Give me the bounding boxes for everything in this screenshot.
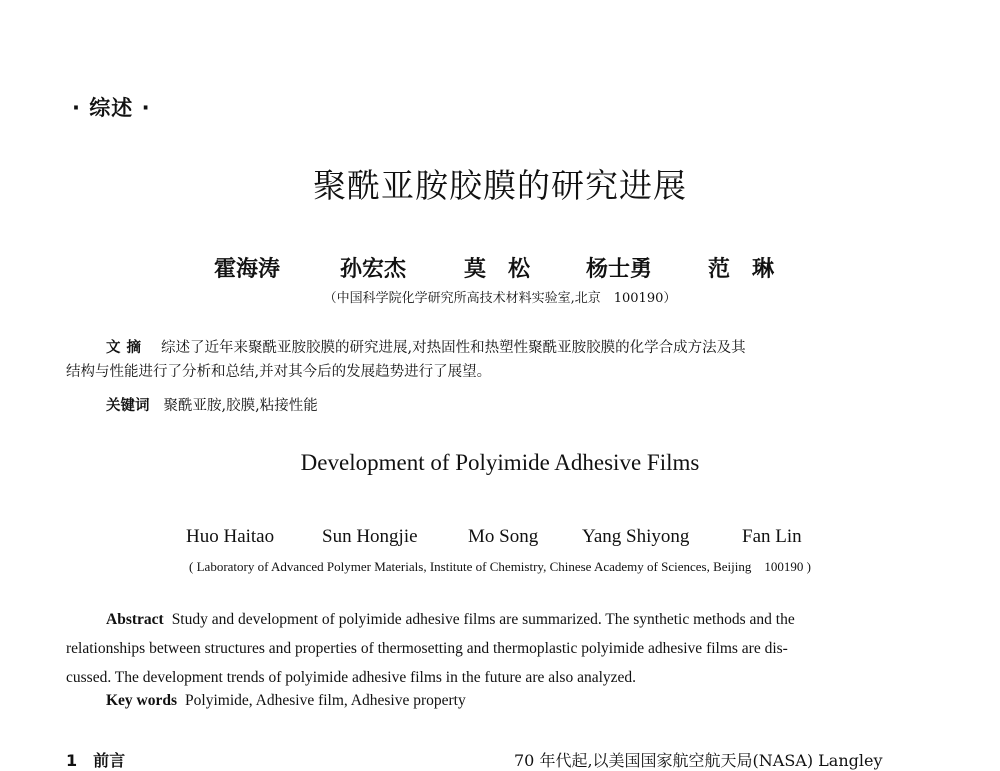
- english-abstract-line: cussed. The development trends of polyimide adhesive films in the future are also analyzed.: [66, 669, 637, 686]
- english-author: Fan Lin: [742, 526, 802, 547]
- chinese-abstract-line: 结构与性能进行了分析和总结,并对其今后的发展趋势进行了展望。: [66, 364, 492, 380]
- english-abstract: [66, 605, 934, 692]
- chinese-keywords-label: 关键词: [106, 398, 150, 414]
- english-title: Development of Polyimide Adhesive Films: [300, 450, 700, 475]
- chinese-author: 莫 松: [464, 256, 531, 282]
- english-affiliation: ( Laboratory of Advanced Polymer Materials, Institute of Chemistry, Chinese Academy of Sciences, Beijing 100190 ): [189, 559, 811, 574]
- chinese-author: 孙宏杰: [340, 256, 407, 282]
- chinese-keywords-text: 聚酰亚胺,胶膜,粘接性能: [163, 398, 318, 414]
- column-tag: · 综述 ·: [72, 96, 151, 120]
- english-keywords: [106, 692, 466, 710]
- chinese-author: 范 琳: [708, 256, 775, 282]
- section-heading: 1 前言: [66, 751, 126, 770]
- chinese-affiliation: （中国科学院化学研究所高技术材料实验室,北京 100190）: [323, 291, 677, 306]
- english-author: Yang Shiyong: [582, 526, 690, 547]
- chinese-title: 聚酰亚胺胶膜的研究进展: [313, 166, 687, 205]
- chinese-abstract-line: 综述了近年来聚酰亚胺胶膜的研究进展,对热固性和热塑性聚酰亚胺胶膜的化学合成方法及其: [161, 340, 746, 356]
- chinese-abstract-label: 文摘: [106, 340, 147, 356]
- chinese-keywords: [66, 394, 974, 418]
- english-abstract-line: relationships between structures and properties of thermosetting and thermoplastic polyimide adhesive films are dis-: [66, 640, 788, 657]
- english-author: Huo Haitao: [186, 526, 275, 547]
- english-author: Sun Hongjie: [322, 526, 418, 547]
- chinese-author: 霍海涛: [214, 256, 281, 282]
- english-abstract-line: Study and development of polyimide adhesive films are summarized. The synthetic methods and the: [171, 611, 795, 628]
- body-text-line: 70 年代起,以美国国家航空航天局(NASA) Langley: [514, 751, 883, 770]
- english-keywords-label: Key words: [106, 692, 178, 709]
- english-abstract-label: Abstract: [106, 611, 164, 628]
- english-keywords-text: Polyimide, Adhesive film, Adhesive property: [185, 692, 466, 709]
- english-author: Mo Song: [468, 526, 539, 547]
- english-authors: [186, 526, 826, 552]
- chinese-authors: [214, 252, 794, 286]
- chinese-author: 杨士勇: [586, 256, 653, 282]
- chinese-abstract: [66, 336, 934, 384]
